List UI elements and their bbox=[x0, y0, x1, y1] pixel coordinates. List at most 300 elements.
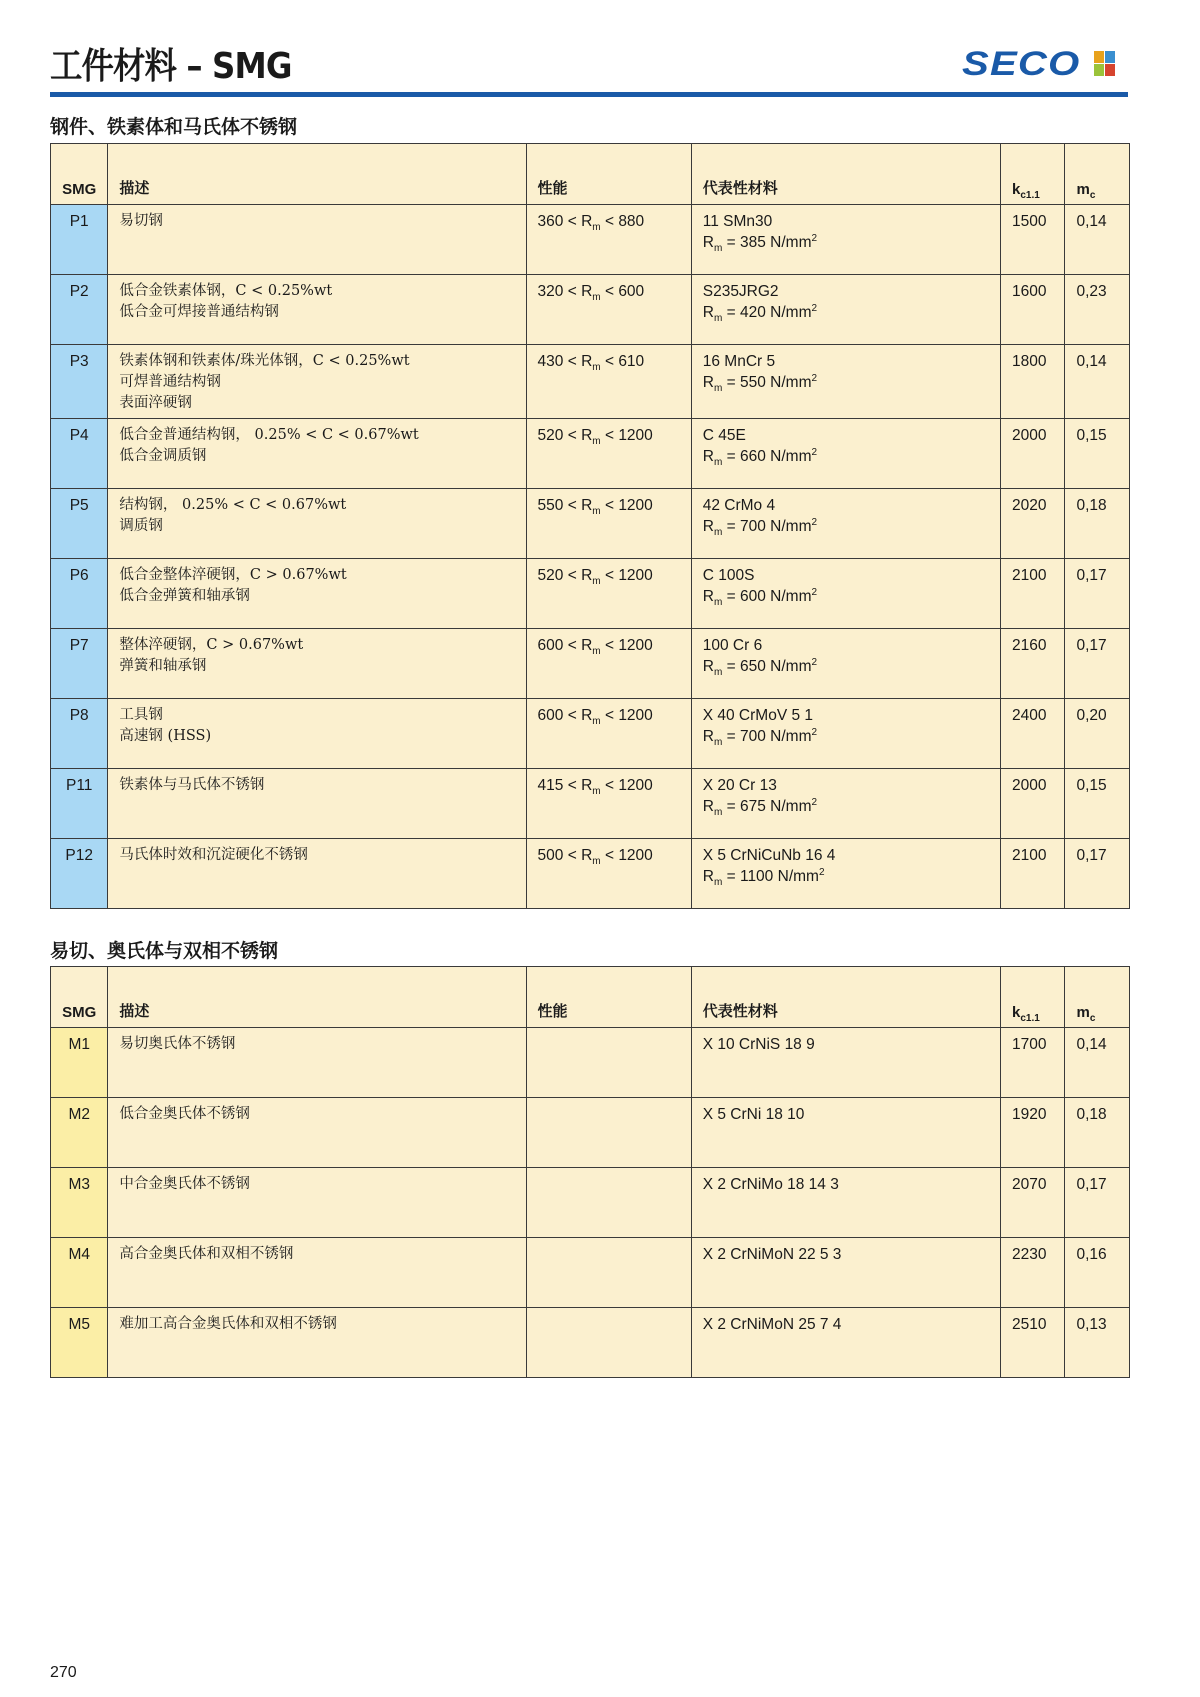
description-cell bbox=[108, 1168, 526, 1238]
rm-subscript: m bbox=[713, 243, 723, 255]
rm-value: 550 bbox=[739, 374, 766, 391]
performance-cell bbox=[526, 489, 691, 559]
performance-cell bbox=[526, 769, 691, 839]
description-line: 马氏体时效和沉淀硬化不锈钢 bbox=[119, 847, 308, 863]
material-cell bbox=[691, 1028, 1000, 1098]
rm-symbol: R bbox=[581, 637, 593, 654]
lt-symbol: < bbox=[567, 497, 577, 514]
eq-symbol: = bbox=[726, 304, 736, 321]
mc-value: 0,23 bbox=[1065, 275, 1130, 345]
perf-upper: 1200 bbox=[618, 567, 653, 584]
kc-subscript: c1.1 bbox=[1020, 1013, 1040, 1024]
smg-code: P12 bbox=[51, 839, 108, 909]
table-row bbox=[51, 769, 1130, 839]
performance-cell bbox=[526, 699, 691, 769]
material-cell bbox=[691, 345, 1000, 419]
rm-unit: N/mm bbox=[770, 448, 812, 465]
perf-upper: 1200 bbox=[618, 427, 653, 444]
rm-unit: N/mm bbox=[770, 304, 812, 321]
rm-subscript: m bbox=[713, 457, 723, 469]
seco-logo bbox=[962, 45, 1081, 83]
rm-unit-exponent: 2 bbox=[811, 302, 818, 314]
rm-symbol: R bbox=[702, 518, 714, 535]
description-line: 低合金奥氏体不锈钢 bbox=[119, 1106, 250, 1122]
eq-symbol: = bbox=[726, 448, 736, 465]
description-line: 低合金调质钢 bbox=[119, 448, 207, 464]
description-line: 高合金奥氏体和双相不锈钢 bbox=[119, 1246, 294, 1262]
col-header-smg: SMG bbox=[51, 144, 108, 205]
mc-value: 0,14 bbox=[1065, 345, 1130, 419]
rm-symbol: R bbox=[581, 777, 593, 794]
col-header-smg: SMG bbox=[51, 967, 108, 1028]
description-cell bbox=[108, 419, 526, 489]
kc-value: 1800 bbox=[1001, 345, 1065, 419]
col-header-material: 代表性材料 bbox=[691, 144, 1000, 205]
material-name: S235JRG2 bbox=[702, 283, 779, 300]
table-row bbox=[51, 629, 1130, 699]
smg-code: P8 bbox=[51, 699, 108, 769]
mc-value: 0,17 bbox=[1065, 559, 1130, 629]
lt-symbol: < bbox=[604, 567, 614, 584]
material-rm bbox=[703, 302, 989, 323]
material-cell bbox=[691, 559, 1000, 629]
rm-unit: N/mm bbox=[770, 798, 812, 815]
rm-symbol: R bbox=[702, 304, 714, 321]
lt-symbol: < bbox=[604, 213, 614, 230]
rm-symbol: R bbox=[702, 658, 714, 675]
material-name: 11 SMn30 bbox=[702, 213, 773, 230]
table-row bbox=[51, 275, 1130, 345]
rm-symbol: R bbox=[581, 707, 593, 724]
material-name: X 2 CrNiMoN 22 5 3 bbox=[702, 1246, 842, 1263]
rm-subscript: m bbox=[713, 667, 723, 679]
table-row bbox=[51, 419, 1130, 489]
material-name: C 45E bbox=[702, 427, 746, 444]
rm-symbol: R bbox=[702, 234, 714, 251]
mc-value: 0,17 bbox=[1065, 629, 1130, 699]
material-rm bbox=[703, 726, 989, 747]
lt-symbol: < bbox=[567, 213, 577, 230]
rm-subscript: m bbox=[592, 506, 601, 518]
perf-upper: 600 bbox=[618, 283, 645, 300]
smg-code: P7 bbox=[51, 629, 108, 699]
col-header-desc: 描述 bbox=[108, 144, 526, 205]
mc-value: 0,14 bbox=[1065, 1028, 1130, 1098]
lt-symbol: < bbox=[604, 497, 614, 514]
rm-symbol: R bbox=[581, 567, 593, 584]
kc-value: 2000 bbox=[1001, 769, 1065, 839]
perf-lower: 520 bbox=[537, 567, 564, 584]
description-line: 低合金普通结构钢， 0.25% < C < 0.67%wt bbox=[119, 427, 419, 443]
smg-code: P2 bbox=[51, 275, 108, 345]
mc-value: 0,18 bbox=[1065, 489, 1130, 559]
material-cell bbox=[691, 1168, 1000, 1238]
smg-code: P5 bbox=[51, 489, 108, 559]
rm-unit: N/mm bbox=[770, 518, 812, 535]
material-rm bbox=[703, 586, 989, 607]
rm-subscript: m bbox=[713, 383, 723, 395]
rm-symbol: R bbox=[581, 353, 593, 370]
table-header-row bbox=[51, 967, 1130, 1028]
lt-symbol: < bbox=[567, 707, 577, 724]
perf-upper: 1200 bbox=[618, 777, 653, 794]
description-cell bbox=[108, 699, 526, 769]
rm-unit-exponent: 2 bbox=[811, 726, 818, 738]
material-rm bbox=[703, 516, 989, 537]
material-rm bbox=[703, 232, 989, 253]
mc-value: 0,14 bbox=[1065, 205, 1130, 275]
rm-value: 660 bbox=[739, 448, 766, 465]
description-line: 易切奥氏体不锈钢 bbox=[119, 1036, 236, 1052]
table-row bbox=[51, 1238, 1130, 1308]
rm-subscript: m bbox=[592, 436, 601, 448]
rm-value: 420 bbox=[739, 304, 766, 321]
perf-lower: 600 bbox=[537, 637, 564, 654]
kc-value: 1700 bbox=[1001, 1028, 1065, 1098]
lt-symbol: < bbox=[567, 637, 577, 654]
rm-unit-exponent: 2 bbox=[811, 656, 818, 668]
rm-unit: N/mm bbox=[777, 868, 819, 885]
description-line: 低合金可焊接普通结构钢 bbox=[119, 304, 279, 320]
table-row bbox=[51, 1028, 1130, 1098]
performance-cell bbox=[526, 1098, 691, 1168]
rm-value: 650 bbox=[739, 658, 766, 675]
performance-cell bbox=[526, 559, 691, 629]
performance-cell bbox=[526, 1308, 691, 1378]
kc-value: 2160 bbox=[1001, 629, 1065, 699]
material-name: X 10 CrNiS 18 9 bbox=[702, 1036, 815, 1053]
description-line: 工具钢 bbox=[119, 707, 163, 723]
smg-table-p bbox=[50, 143, 1130, 909]
table-body-m bbox=[51, 1028, 1130, 1378]
description-line: 结构钢， 0.25% < C < 0.67%wt bbox=[119, 497, 347, 513]
material-cell bbox=[691, 205, 1000, 275]
table-row bbox=[51, 1168, 1130, 1238]
material-cell bbox=[691, 769, 1000, 839]
description-cell bbox=[108, 345, 526, 419]
lt-symbol: < bbox=[604, 427, 614, 444]
perf-lower: 360 bbox=[537, 213, 564, 230]
col-header-mc bbox=[1065, 967, 1130, 1028]
eq-symbol: = bbox=[726, 588, 736, 605]
rm-unit-exponent: 2 bbox=[811, 516, 818, 528]
material-rm bbox=[703, 866, 989, 887]
material-cell bbox=[691, 1098, 1000, 1168]
rm-value: 700 bbox=[739, 728, 766, 745]
lt-symbol: < bbox=[567, 847, 577, 864]
lt-symbol: < bbox=[604, 777, 614, 794]
performance-cell bbox=[526, 1028, 691, 1098]
table-header-row bbox=[51, 144, 1130, 205]
description-cell bbox=[108, 1238, 526, 1308]
material-cell bbox=[691, 699, 1000, 769]
mc-value: 0,20 bbox=[1065, 699, 1130, 769]
description-line: 可焊普通结构钢 bbox=[119, 374, 221, 390]
kc-value: 2020 bbox=[1001, 489, 1065, 559]
lt-symbol: < bbox=[604, 847, 614, 864]
table-row bbox=[51, 699, 1130, 769]
col-header-mc bbox=[1065, 144, 1130, 205]
rm-unit-exponent: 2 bbox=[811, 232, 818, 244]
rm-subscript: m bbox=[592, 786, 601, 798]
rm-subscript: m bbox=[592, 576, 601, 588]
perf-upper: 1200 bbox=[618, 847, 653, 864]
description-cell bbox=[108, 489, 526, 559]
kc-value: 1500 bbox=[1001, 205, 1065, 275]
col-header-perf: 性能 bbox=[526, 967, 691, 1028]
kc-label: k bbox=[1012, 1004, 1021, 1021]
material-name: X 5 CrNiCuNb 16 4 bbox=[702, 847, 836, 864]
description-cell bbox=[108, 275, 526, 345]
description-cell bbox=[108, 1308, 526, 1378]
rm-subscript: m bbox=[713, 527, 723, 539]
smg-code: P11 bbox=[51, 769, 108, 839]
smg-code: M1 bbox=[51, 1028, 108, 1098]
material-name: X 2 CrNiMo 18 14 3 bbox=[702, 1176, 839, 1193]
material-name: 42 CrMo 4 bbox=[702, 497, 776, 514]
perf-upper: 1200 bbox=[618, 497, 653, 514]
perf-lower: 500 bbox=[537, 847, 564, 864]
material-name: X 5 CrNi 18 10 bbox=[702, 1106, 805, 1123]
table-row bbox=[51, 205, 1130, 275]
perf-upper: 1200 bbox=[618, 637, 653, 654]
rm-value: 700 bbox=[739, 518, 766, 535]
smg-code: P4 bbox=[51, 419, 108, 489]
lt-symbol: < bbox=[604, 637, 614, 654]
mc-label: m bbox=[1076, 181, 1090, 198]
mc-subscript: c bbox=[1089, 1013, 1096, 1024]
rm-symbol: R bbox=[581, 283, 593, 300]
eq-symbol: = bbox=[726, 798, 736, 815]
mc-value: 0,17 bbox=[1065, 839, 1130, 909]
smg-code: M4 bbox=[51, 1238, 108, 1308]
description-cell bbox=[108, 839, 526, 909]
rm-value: 675 bbox=[739, 798, 766, 815]
rm-unit-exponent: 2 bbox=[811, 586, 818, 598]
kc-value: 2100 bbox=[1001, 559, 1065, 629]
kc-value: 1920 bbox=[1001, 1098, 1065, 1168]
rm-unit: N/mm bbox=[770, 658, 812, 675]
rm-unit-exponent: 2 bbox=[811, 796, 818, 808]
table-row bbox=[51, 1098, 1130, 1168]
kc-value: 2510 bbox=[1001, 1308, 1065, 1378]
lt-symbol: < bbox=[604, 283, 614, 300]
lt-symbol: < bbox=[604, 353, 614, 370]
description-cell bbox=[108, 205, 526, 275]
rm-unit: N/mm bbox=[770, 728, 812, 745]
kc-value: 1600 bbox=[1001, 275, 1065, 345]
col-header-perf: 性能 bbox=[526, 144, 691, 205]
description-line: 易切钢 bbox=[119, 213, 163, 229]
rm-subscript: m bbox=[713, 313, 723, 325]
description-line: 难加工高合金奥氏体和双相不锈钢 bbox=[119, 1316, 337, 1332]
material-name: X 20 Cr 13 bbox=[702, 777, 777, 794]
description-cell bbox=[108, 1098, 526, 1168]
section-title-m: 易切、奥氏体与双相不锈钢 bbox=[50, 940, 279, 962]
table-body-p bbox=[51, 205, 1130, 909]
mc-value: 0,18 bbox=[1065, 1098, 1130, 1168]
rm-subscript: m bbox=[592, 646, 601, 658]
performance-cell bbox=[526, 1238, 691, 1308]
logo-wordmark: SECO bbox=[962, 45, 1081, 83]
smg-code: M2 bbox=[51, 1098, 108, 1168]
mc-value: 0,15 bbox=[1065, 769, 1130, 839]
eq-symbol: = bbox=[726, 374, 736, 391]
rm-unit-exponent: 2 bbox=[811, 372, 818, 384]
rm-symbol: R bbox=[702, 448, 714, 465]
perf-lower: 550 bbox=[537, 497, 564, 514]
material-rm bbox=[703, 372, 989, 393]
performance-cell bbox=[526, 345, 691, 419]
eq-symbol: = bbox=[726, 234, 736, 251]
description-line: 铁素体钢和铁素体/珠光体钢，C < 0.25%wt bbox=[119, 353, 410, 369]
rm-unit: N/mm bbox=[770, 588, 812, 605]
material-rm bbox=[703, 656, 989, 677]
material-cell bbox=[691, 489, 1000, 559]
mc-value: 0,13 bbox=[1065, 1308, 1130, 1378]
rm-subscript: m bbox=[713, 597, 723, 609]
rm-subscript: m bbox=[592, 362, 601, 374]
material-cell bbox=[691, 275, 1000, 345]
rm-symbol: R bbox=[581, 213, 593, 230]
rm-subscript: m bbox=[713, 877, 723, 889]
table-row bbox=[51, 345, 1130, 419]
description-line: 铁素体与马氏体不锈钢 bbox=[119, 777, 265, 793]
logo-color-mark-icon bbox=[1094, 51, 1116, 77]
rm-unit: N/mm bbox=[770, 374, 812, 391]
performance-cell bbox=[526, 629, 691, 699]
smg-code: P3 bbox=[51, 345, 108, 419]
rm-symbol: R bbox=[702, 374, 714, 391]
rm-unit-exponent: 2 bbox=[818, 866, 825, 878]
material-cell bbox=[691, 1238, 1000, 1308]
rm-unit-exponent: 2 bbox=[811, 446, 818, 458]
kc-value: 2230 bbox=[1001, 1238, 1065, 1308]
lt-symbol: < bbox=[567, 777, 577, 794]
material-rm bbox=[703, 446, 989, 467]
kc-value: 2400 bbox=[1001, 699, 1065, 769]
mc-value: 0,15 bbox=[1065, 419, 1130, 489]
material-name: 100 Cr 6 bbox=[702, 637, 763, 654]
material-name: 16 MnCr 5 bbox=[702, 353, 776, 370]
table-row bbox=[51, 489, 1130, 559]
mc-label: m bbox=[1076, 1004, 1090, 1021]
smg-table-m bbox=[50, 966, 1130, 1378]
rm-unit: N/mm bbox=[770, 234, 812, 251]
rm-subscript: m bbox=[592, 856, 601, 868]
kc-subscript: c1.1 bbox=[1020, 190, 1040, 201]
description-cell bbox=[108, 1028, 526, 1098]
perf-lower: 520 bbox=[537, 427, 564, 444]
perf-lower: 430 bbox=[537, 353, 564, 370]
rm-symbol: R bbox=[581, 847, 593, 864]
page-title: 工件材料 – SMG bbox=[50, 46, 292, 87]
table-row bbox=[51, 839, 1130, 909]
smg-code: P6 bbox=[51, 559, 108, 629]
smg-code: M3 bbox=[51, 1168, 108, 1238]
rm-subscript: m bbox=[592, 292, 601, 304]
col-header-desc: 描述 bbox=[108, 967, 526, 1028]
lt-symbol: < bbox=[567, 283, 577, 300]
section-title-p: 钢件、铁素体和马氏体不锈钢 bbox=[50, 116, 298, 138]
col-header-material: 代表性材料 bbox=[691, 967, 1000, 1028]
performance-cell bbox=[526, 839, 691, 909]
mc-subscript: c bbox=[1089, 190, 1096, 201]
mc-value: 0,16 bbox=[1065, 1238, 1130, 1308]
perf-lower: 600 bbox=[537, 707, 564, 724]
material-cell bbox=[691, 839, 1000, 909]
lt-symbol: < bbox=[567, 567, 577, 584]
description-line: 低合金铁素体钢，C < 0.25%wt bbox=[119, 283, 333, 299]
rm-symbol: R bbox=[702, 588, 714, 605]
rm-value: 1100 bbox=[739, 868, 774, 885]
col-header-kc bbox=[1001, 144, 1065, 205]
description-line: 中合金奥氏体不锈钢 bbox=[119, 1176, 250, 1192]
description-line: 表面淬硬钢 bbox=[119, 395, 192, 411]
table-row bbox=[51, 1308, 1130, 1378]
description-line: 弹簧和轴承钢 bbox=[119, 658, 207, 674]
kc-value: 2100 bbox=[1001, 839, 1065, 909]
performance-cell bbox=[526, 275, 691, 345]
perf-upper: 880 bbox=[618, 213, 645, 230]
smg-code: M5 bbox=[51, 1308, 108, 1378]
eq-symbol: = bbox=[726, 728, 736, 745]
mc-value: 0,17 bbox=[1065, 1168, 1130, 1238]
material-cell bbox=[691, 419, 1000, 489]
material-cell bbox=[691, 1308, 1000, 1378]
lt-symbol: < bbox=[604, 707, 614, 724]
rm-value: 600 bbox=[739, 588, 766, 605]
eq-symbol: = bbox=[726, 518, 736, 535]
rm-symbol: R bbox=[581, 497, 593, 514]
kc-value: 2000 bbox=[1001, 419, 1065, 489]
rm-subscript: m bbox=[713, 737, 723, 749]
description-cell bbox=[108, 559, 526, 629]
kc-label: k bbox=[1012, 181, 1021, 198]
rm-symbol: R bbox=[702, 798, 714, 815]
lt-symbol: < bbox=[567, 353, 577, 370]
description-line: 低合金整体淬硬钢，C > 0.67%wt bbox=[119, 567, 347, 583]
table-row bbox=[51, 559, 1130, 629]
page-number: 270 bbox=[50, 1664, 77, 1681]
performance-cell bbox=[526, 419, 691, 489]
description-line: 整体淬硬钢，C > 0.67%wt bbox=[119, 637, 304, 653]
rm-symbol: R bbox=[702, 868, 714, 885]
material-cell bbox=[691, 629, 1000, 699]
material-name: X 2 CrNiMoN 25 7 4 bbox=[702, 1316, 842, 1333]
description-cell bbox=[108, 629, 526, 699]
col-header-kc bbox=[1001, 967, 1065, 1028]
performance-cell bbox=[526, 1168, 691, 1238]
material-name: X 40 CrMoV 5 1 bbox=[702, 707, 814, 724]
eq-symbol: = bbox=[726, 658, 736, 675]
rm-subscript: m bbox=[592, 222, 601, 234]
material-rm bbox=[703, 796, 989, 817]
description-cell bbox=[108, 769, 526, 839]
rm-symbol: R bbox=[581, 427, 593, 444]
header-rule bbox=[50, 92, 1128, 97]
description-line: 低合金弹簧和轴承钢 bbox=[119, 588, 250, 604]
rm-subscript: m bbox=[592, 716, 601, 728]
perf-upper: 1200 bbox=[618, 707, 653, 724]
lt-symbol: < bbox=[567, 427, 577, 444]
rm-value: 385 bbox=[739, 234, 766, 251]
rm-symbol: R bbox=[702, 728, 714, 745]
smg-code: P1 bbox=[51, 205, 108, 275]
eq-symbol: = bbox=[726, 868, 736, 885]
perf-upper: 610 bbox=[618, 353, 645, 370]
performance-cell bbox=[526, 205, 691, 275]
